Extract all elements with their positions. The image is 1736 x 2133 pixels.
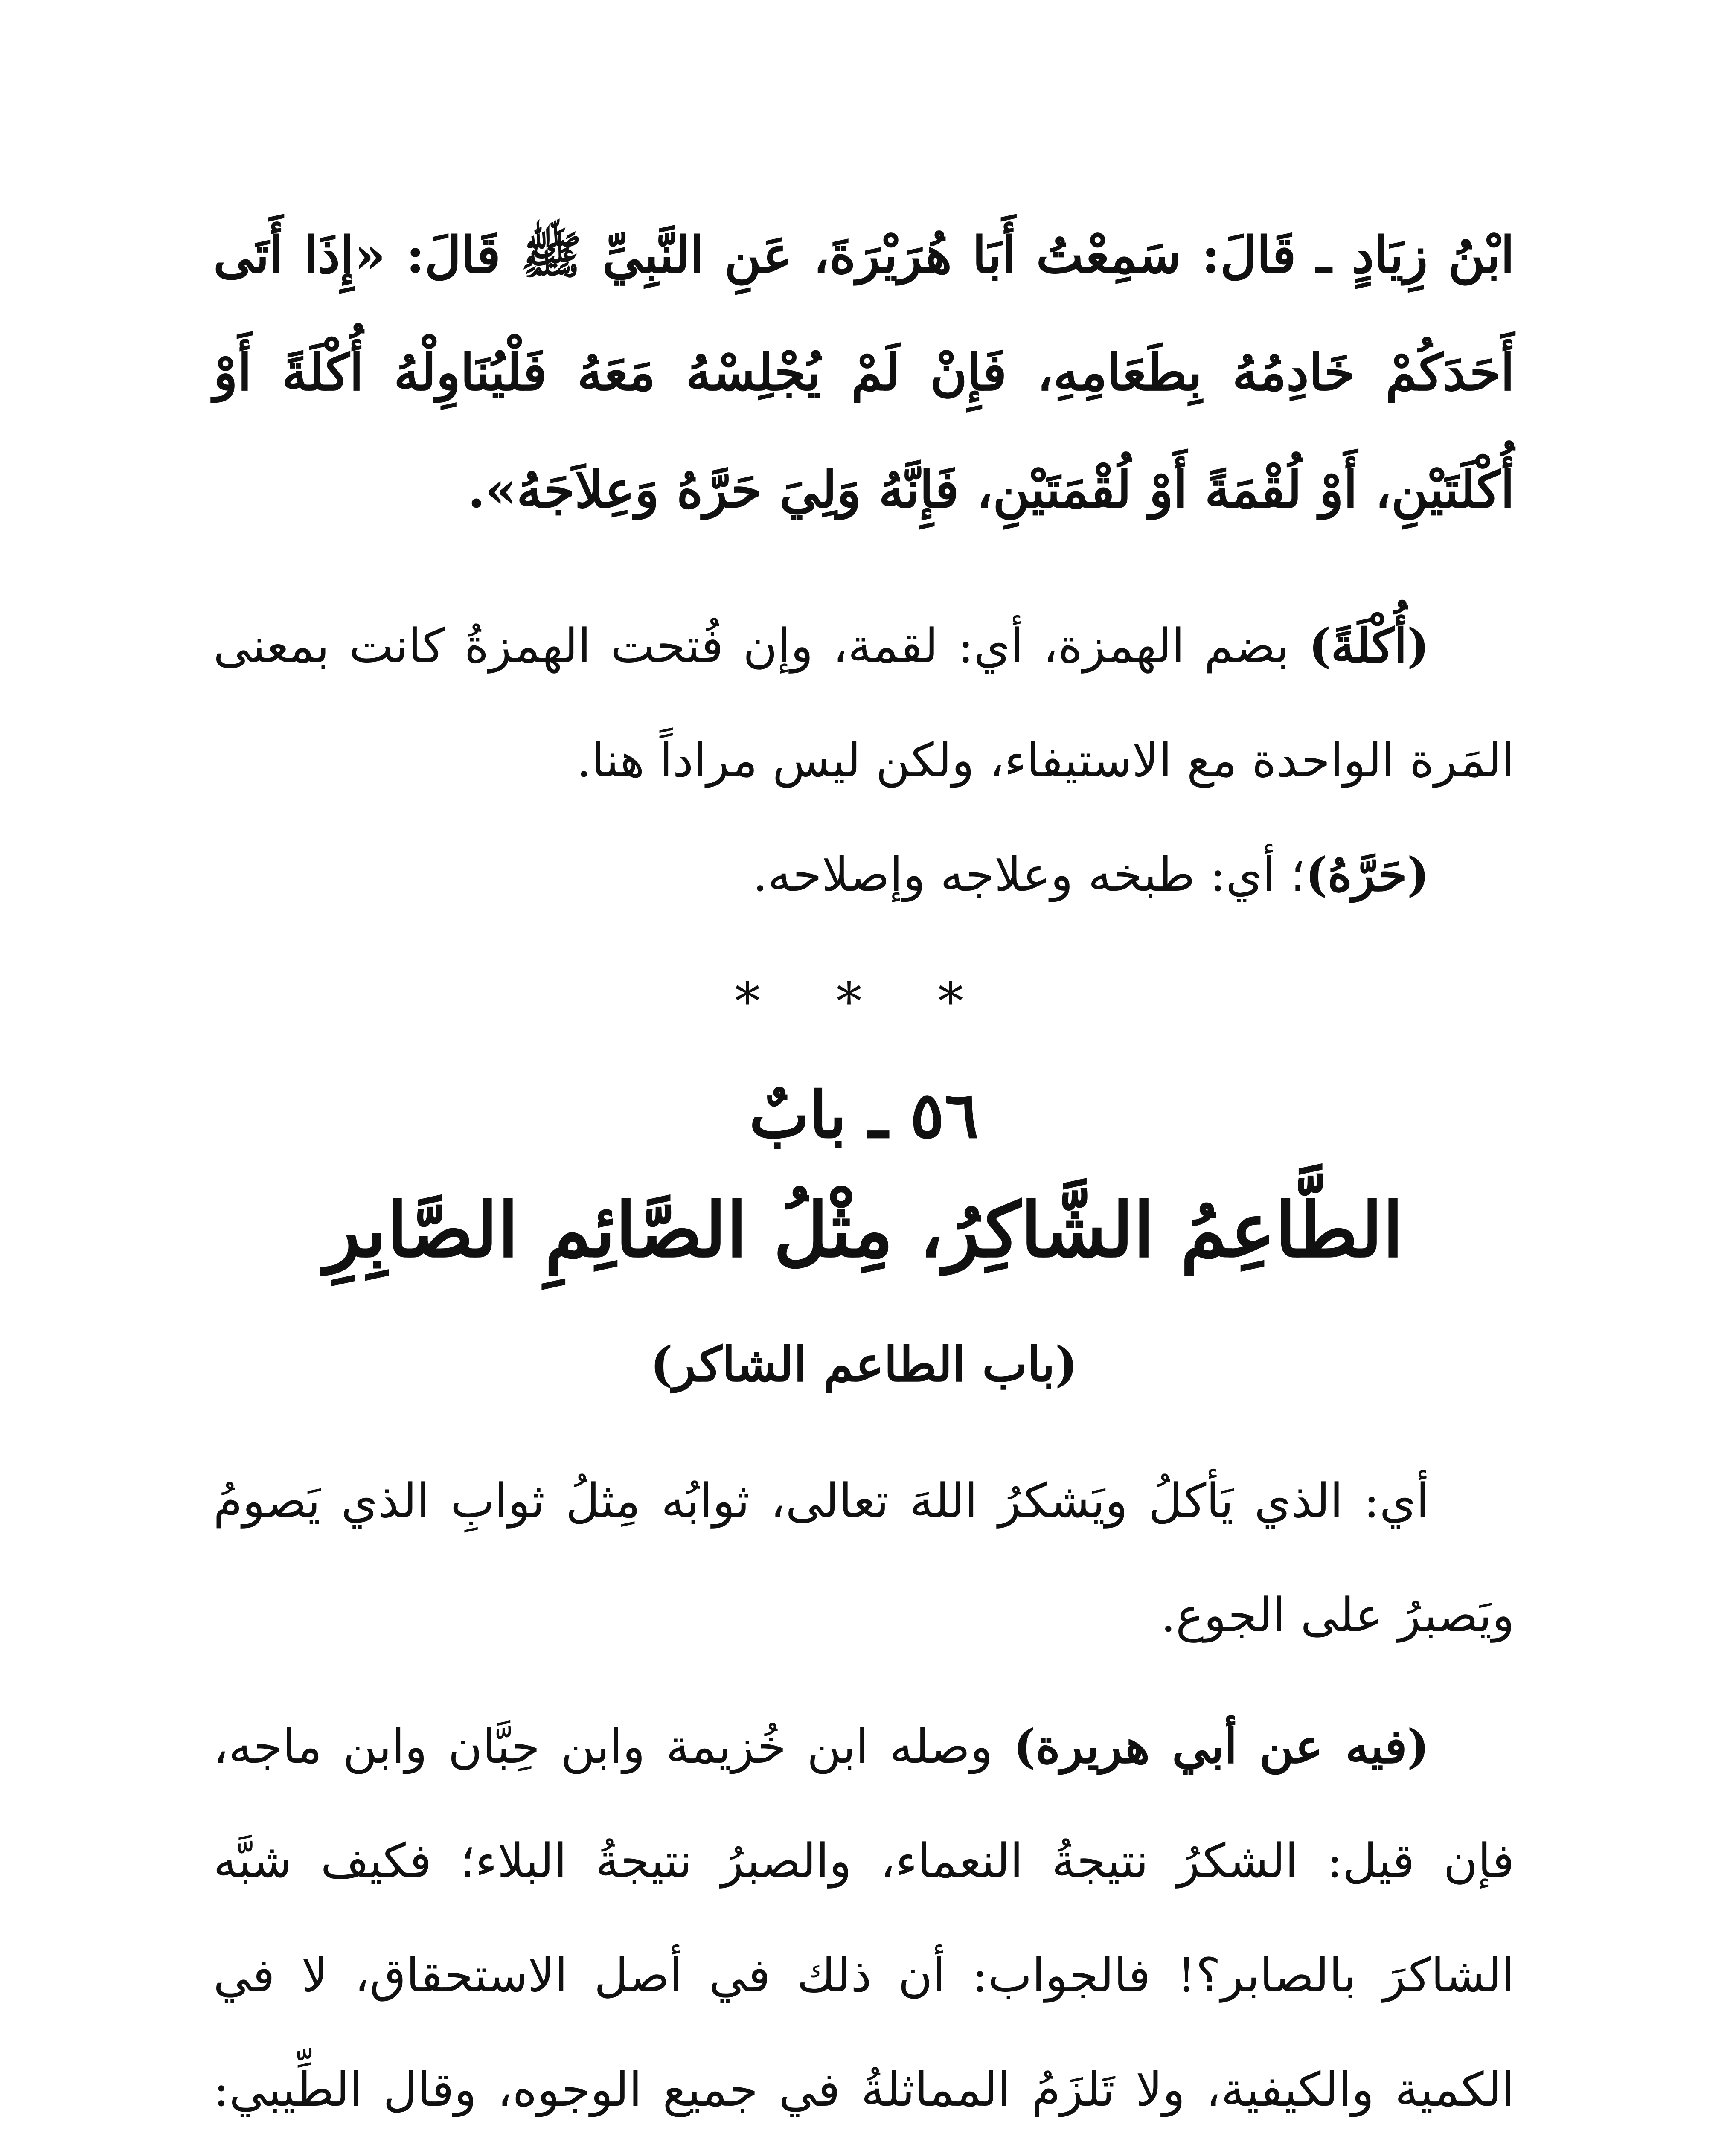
book-page bbox=[213, 183, 1515, 2133]
term-harrah: (حَرَّهُ) bbox=[1305, 847, 1429, 902]
term-ukla: (أُكْلَةً) bbox=[1309, 618, 1429, 673]
commentary-ukla bbox=[213, 589, 1515, 817]
commentary-harrah-text: ؛ أي: طبخه وعلاجه وإصلاحه. bbox=[753, 847, 1306, 902]
chapter-subheading: (باب الطاعم الشاكر) bbox=[650, 1337, 1078, 1392]
commentary-ukla-text: بضم الهمزة، أي: لقمة، وإن فُتحت الهمزةُ كانت بمعنى المَرة الواحدة مع الاستيفاء، ولكن ليس مراداً هنا. bbox=[213, 619, 1515, 788]
explanation-fihi-text: وصله ابن خُزيمة وابن حِبَّان وابن ماجه، فإن قيل: الشكرُ نتيجةُ النعماء، والصبرُ نتيجةُ البلاء؛ فكيف شبَّه الشاكرَ بالصابر؟! فالجواب: أن ذلك في أصل الاستحقاق، لا في الكمية والكيفية، ولا تَلزَمُ المماثلةُ في جميع الوجوه، وقال الطِّيبي: bbox=[213, 1719, 1515, 2117]
explanation-ay: أي: الذي يَأكلُ ويَشكرُ اللهَ تعالى، ثوابُه مِثلُ ثوابِ الذي يَصومُ ويَصبرُ على الجوع. bbox=[213, 1473, 1515, 1642]
section-separator: * * * bbox=[734, 972, 994, 1032]
explanation-fihi bbox=[213, 1689, 1515, 2133]
term-fihi: (فيه عن أبي هريرة) bbox=[1013, 1719, 1429, 1774]
chapter-title: الطَّاعِمُ الشَّاكِرُ، مِثْلُ الصَّائِمِ الصَّابِرِ bbox=[324, 1186, 1404, 1274]
commentary-harrah bbox=[213, 817, 1515, 932]
hadith-text: ابْنُ زِيَادٍ ـ قَالَ: سَمِعْتُ أَبَا هُرَيْرَةَ، عَنِ النَّبِيِّ ﷺ قَالَ: «إِذَا أَتَى أَحَدَكُمْ خَادِمُهُ بِطَعَامِهِ، فَإِنْ لَمْ يُجْلِسْهُ مَعَهُ فَلْيُنَاوِلْهُ أُكْلَةً أَوْ أُكْلَتَيْنِ، أَوْ لُقْمَةً أَوْ لُقْمَتَيْنِ، فَإِنَّهُ وَلِيَ حَرَّهُ وَعِلاَجَهُ». bbox=[213, 225, 1515, 519]
chapter-number: ٥٦ ـ بابٌ bbox=[749, 1078, 979, 1153]
